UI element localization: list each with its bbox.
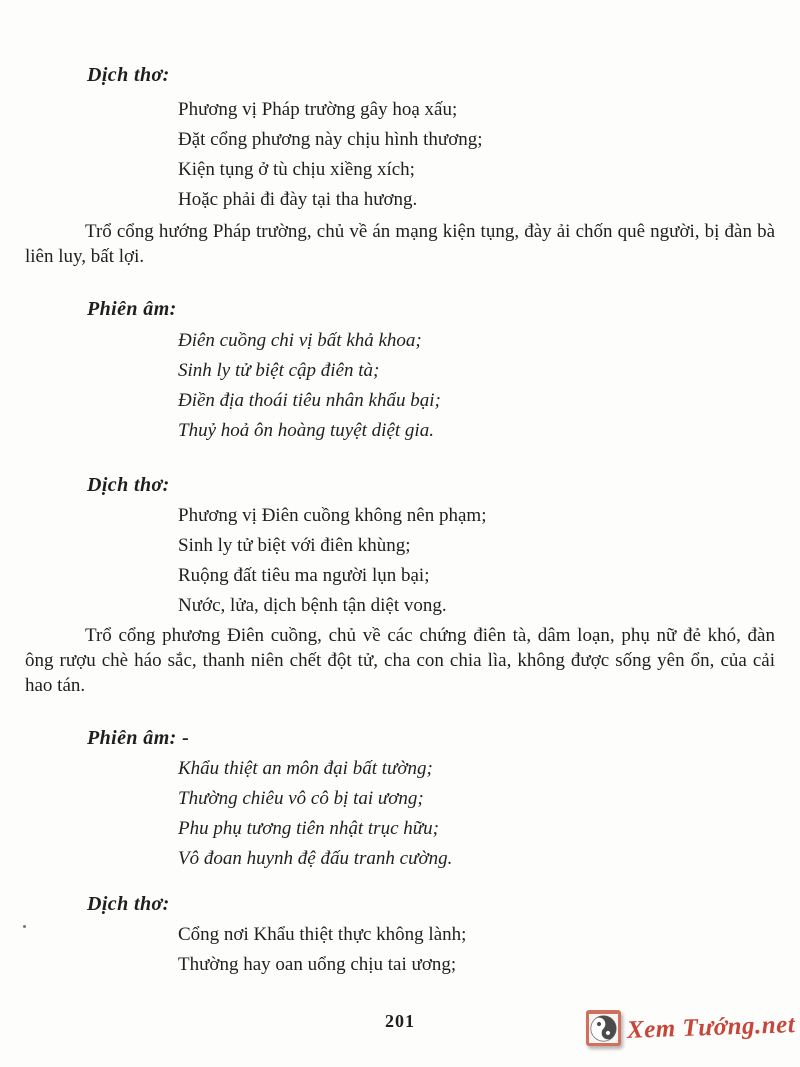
watermark: [586, 1010, 795, 1046]
verse-line: Điền địa thoái tiêu nhân khẩu bại;: [178, 390, 441, 411]
verse-line: Sinh ly tử biệt cập điên tà;: [178, 360, 380, 381]
verse-line: Vô đoan huynh đệ đấu tranh cường.: [178, 848, 453, 869]
verse-block: [178, 326, 775, 446]
verse-line: Điên cuồng chi vị bất khả khoa;: [178, 330, 422, 351]
verse-block: [178, 920, 775, 980]
verse-line: Thường chiêu vô cô bị tai ương;: [178, 788, 424, 809]
verse-line: Phu phụ tương tiên nhật trục hữu;: [178, 818, 439, 839]
commentary-paragraph: Trổ cổng phương Điên cuồng, chủ về các chứng điên tà, dâm loạn, phụ nữ đẻ khó, đàn ông rượu chè háo sắc, thanh niên chết đột tử, cha con chia lìa, không được sống yên ổn, của cải hao tán.: [25, 625, 775, 696]
verse-line: Phương vị Điên cuồng không nên phạm;: [178, 505, 487, 526]
verse-line: Đặt cổng phương này chịu hình thương;: [178, 129, 483, 150]
verse-block: [178, 754, 775, 874]
verse-block: [178, 95, 775, 215]
heading-dich-tho: Dịch thơ:: [87, 893, 170, 915]
verse-line: Sinh ly tử biệt với điên khùng;: [178, 535, 411, 556]
heading-phien-am: Phiên âm:: [87, 298, 177, 320]
verse-line: Nước, lửa, dịch bệnh tận diệt vong.: [178, 595, 447, 616]
verse-line: Hoặc phải đi đày tại tha hương.: [178, 189, 418, 210]
verse-line: Thường hay oan uổng chịu tai ương;: [178, 954, 457, 975]
watermark-logo-box: [586, 1010, 621, 1046]
scan-artifact-dot: [23, 925, 26, 928]
watermark-logo-inner: [589, 1014, 618, 1043]
heading-dich-tho: Dịch thơ:: [87, 474, 170, 496]
verse-line: Thuỷ hoả ôn hoàng tuyệt diệt gia.: [178, 420, 434, 441]
watermark-site-text: Xem Tướng.net: [626, 1011, 796, 1044]
verse-line: Cổng nơi Khẩu thiệt thực không lành;: [178, 924, 467, 945]
yin-yang-icon: [590, 1015, 617, 1042]
verse-block: [178, 501, 775, 621]
verse-line: Khẩu thiệt an môn đại bất tường;: [178, 758, 433, 779]
verse-line: Phương vị Pháp trường gây hoạ xấu;: [178, 99, 458, 120]
verse-line: Kiện tụng ở tù chịu xiềng xích;: [178, 159, 415, 180]
heading-dich-tho: Dịch thơ:: [87, 64, 170, 86]
page-number: 201: [385, 1011, 415, 1031]
verse-line: Ruộng đất tiêu ma người lụn bại;: [178, 565, 430, 586]
commentary-paragraph: Trổ cổng hướng Pháp trường, chủ về án mạng kiện tụng, đày ải chốn quê người, bị đàn bà liên luy, bất lợi.: [25, 221, 775, 267]
heading-phien-am: Phiên âm: -: [87, 727, 190, 749]
